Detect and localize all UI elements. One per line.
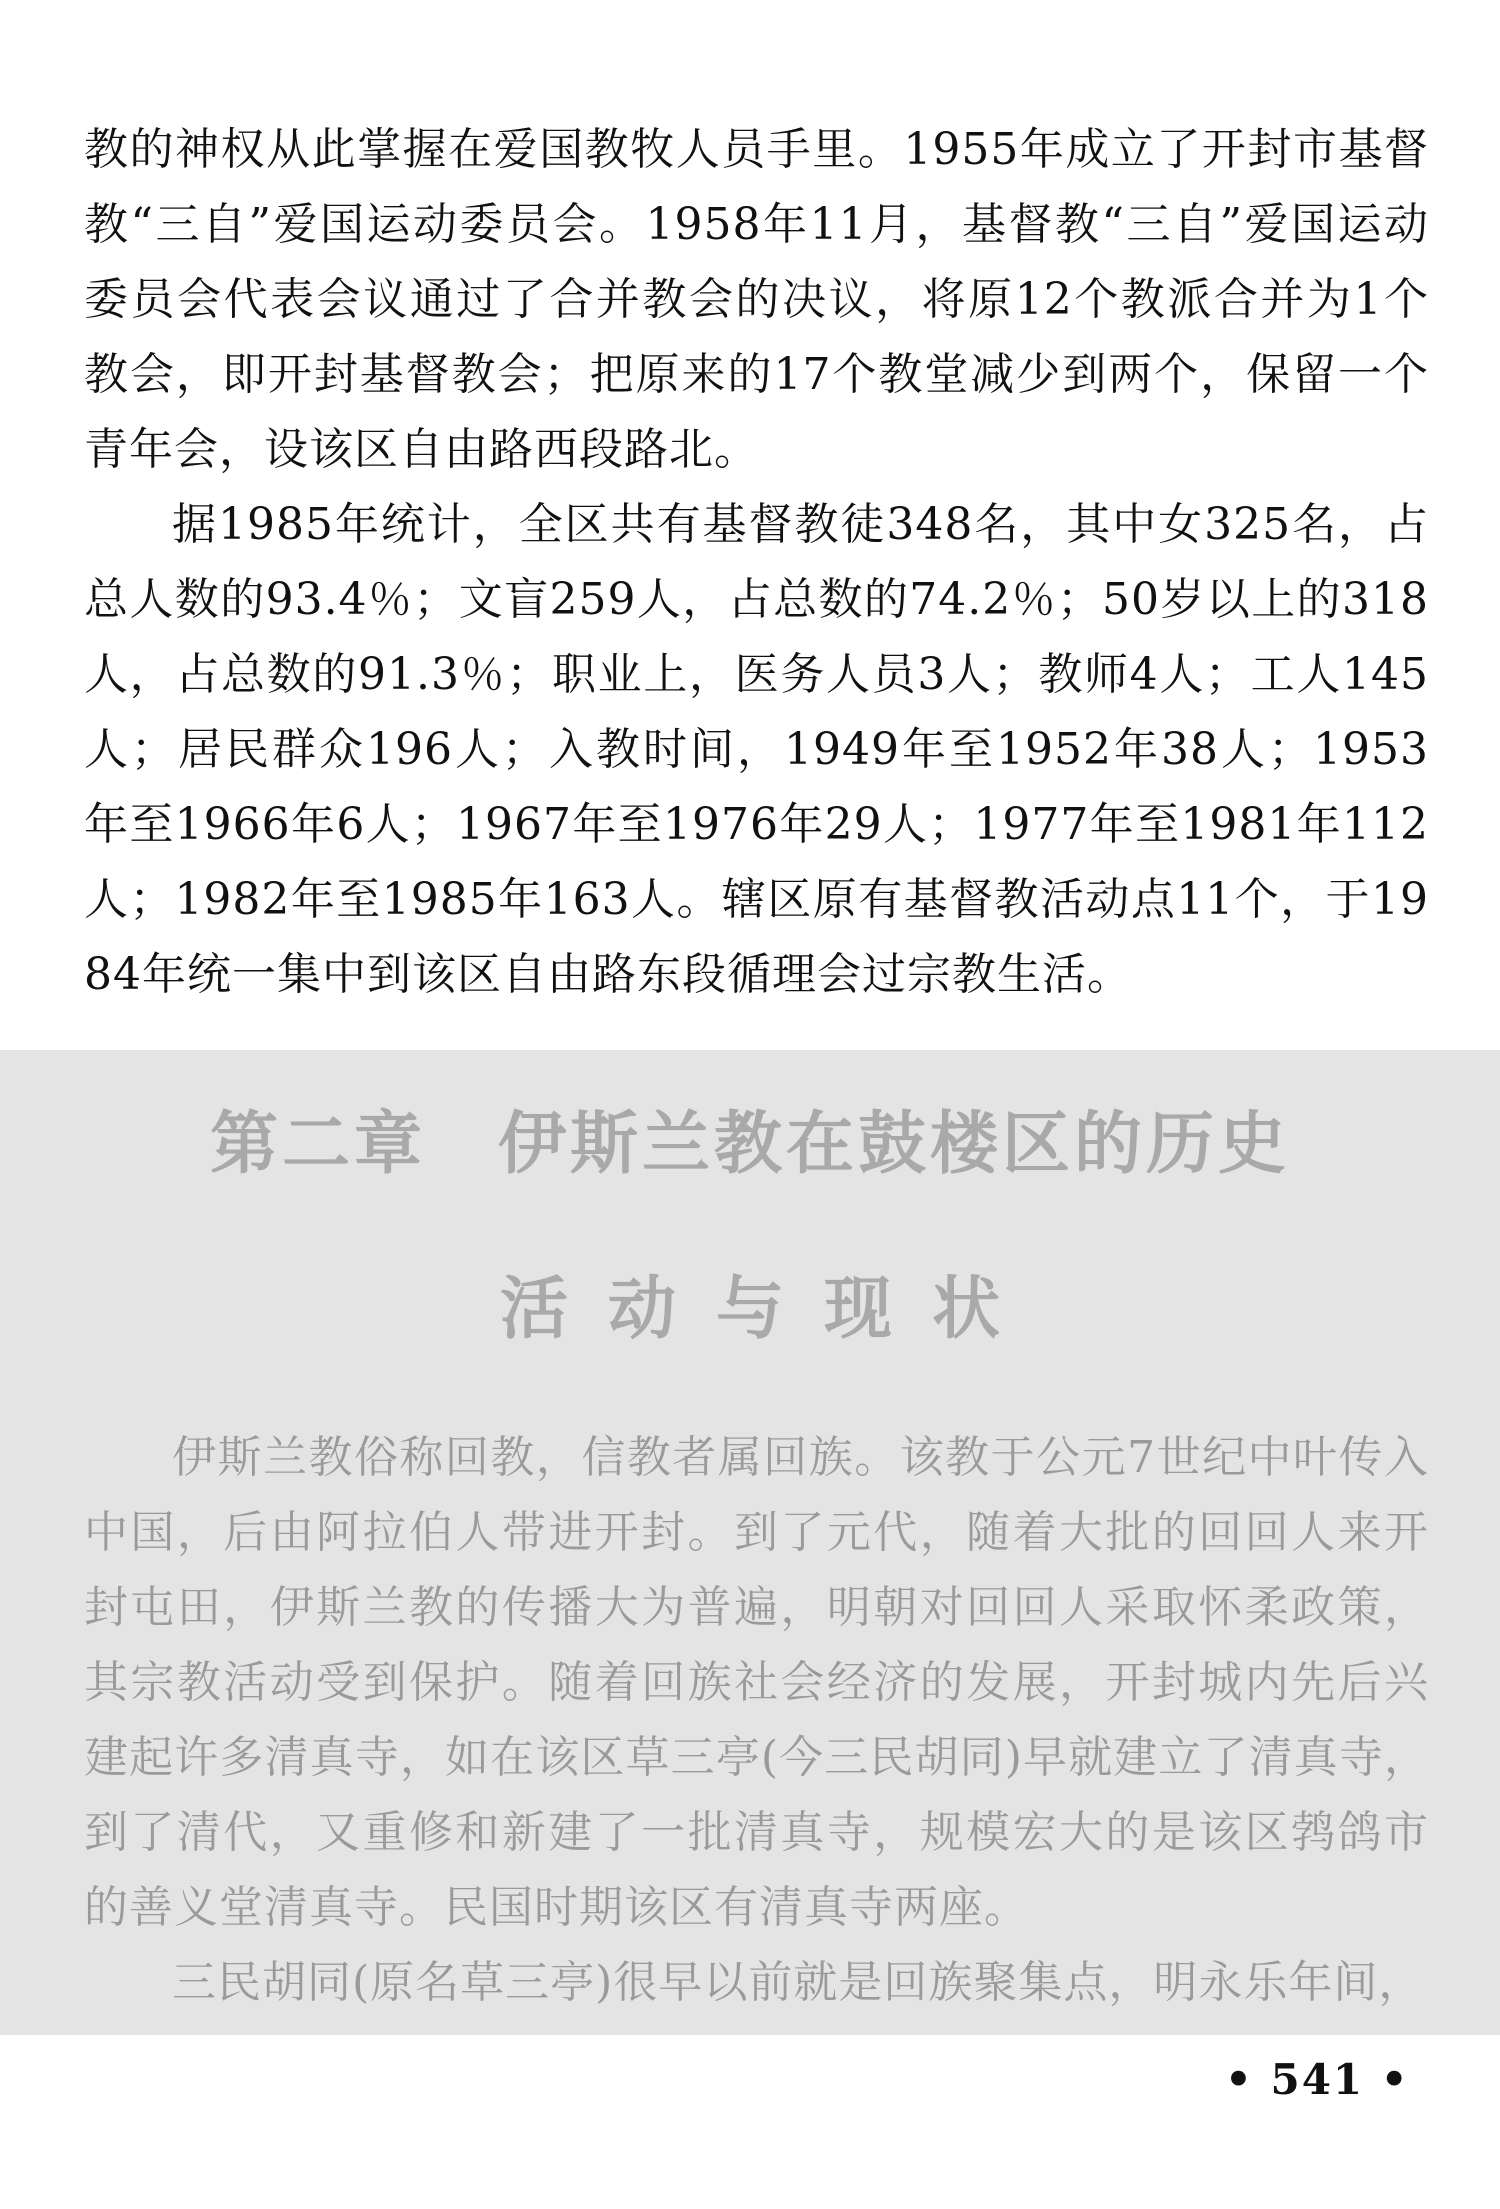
chapter-title-line1: 第二章 伊斯兰教在鼓楼区的历史 [209, 1104, 1290, 1184]
chapter-title-line2: 活动与现状 [499, 1269, 1040, 1349]
paragraph-islam-history: 伊斯兰教俗称回教，信教者属回族。该教于公元7世纪中叶传入中国，后由阿拉伯人带进开封。到了元代，随着大批的回回人来开封屯田，伊斯兰教的传播大为普遍，明朝对回回人采取怀柔政策，其宗教活动受到保护。随着回族社会经济的发展，开封城内先后兴建起许多清真寺，如在该区草三亭(今三民胡同)早就建立了清真寺，到了清代，又重修和新建了一批清真寺，规模宏大的是该区鹁鸽市的善义堂清真寺。民国时期该区有清真寺两座。 [84, 1432, 1429, 1933]
page-number: • 541 • [1225, 2055, 1410, 2104]
shaded-text-block [84, 1420, 1429, 2020]
paragraph-christian-church-history: 教的神权从此掌握在爱国教牧人员手里。1955年成立了开封市基督教“三自”爱国运动委员会。1958年11月，基督教“三自”爱国运动委员会代表会议通过了合并教会的决议，将原12个教派合并为1个教会，即开封基督教会；把原来的17个教堂减少到两个，保留一个青年会，设该区自由路西段路北。 [84, 124, 1429, 475]
paragraph-christian-statistics: 据1985年统计，全区共有基督教徒348名，其中女325名，占总人数的93.4％；文盲259人，占总数的74.2％；50岁以上的318人，占总数的91.3％；职业上，医务人员3人；教师4人；工人145人；居民群众196人；入教时间，1949年至1952年38人；1953年至1966年6人；1967年至1976年29人；1977年至1981年112人；1982年至1985年163人。辖区原有基督教活动点11个，于1984年统一集中到该区自由路东段循理会过宗教生活。 [84, 499, 1429, 1000]
paragraph-sanmin-hutong: 三民胡同(原名草三亭)很早以前就是回族聚集点，明永乐年间， [172, 1957, 1424, 2008]
top-text-block [84, 112, 1429, 1012]
